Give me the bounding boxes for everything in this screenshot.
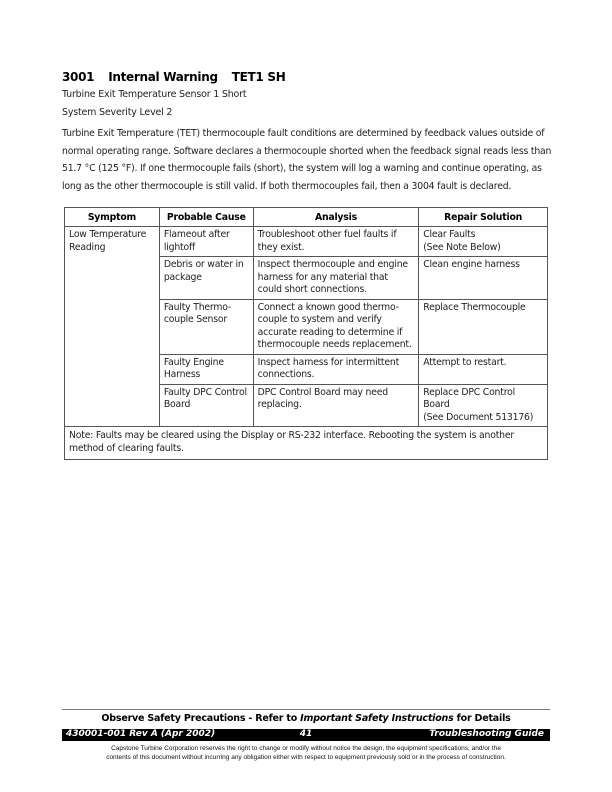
repair-cell: Replace Thermocouple [419,299,548,354]
document-number: 430001-001 Rev A (Apr 2002) [66,729,216,739]
page-number: 41 [299,729,313,739]
disclaimer-line: contents of this document without incurring any obligation either with respect to equipment previously sold or in the process of construction. [106,754,506,761]
cause-cell: Flameout after lightoff [159,227,253,257]
analysis-cell: Connect a known good thermo-couple to system and verify accurate reading to determine if thermocouple needs replacement. [253,299,419,354]
warning-type: Internal Warning [108,70,218,84]
safety-instructions-reference: Important Safety Instructions [300,713,454,724]
safety-notice [62,713,550,724]
safety-prefix: Observe Safety Precautions - Refer to [101,713,301,724]
guide-title: Troubleshooting Guide [429,729,544,739]
safety-suffix: for Details [453,713,511,724]
fault-paragraph: Turbine Exit Temperature (TET) thermocouple fault conditions are determined by feedback values outside of normal operating range. Software declares a thermocouple shorted when the feedback signal reads less than 51.7 °C (125 °F). If one thermocouple fails (short), the system will log a warning and continue operating, as long as the other thermocouple is still valid. If both thermocouples fail, then a 3004 fault is declared. [62,128,552,192]
footer-divider [62,709,550,710]
analysis-cell: Inspect thermocouple and engine harness for any material that could short connections. [253,257,419,300]
cause-cell: Debris or water in package [159,257,253,300]
analysis-cell: DPC Control Board may need replacing. [253,384,419,427]
table-note: Note: Faults may be cleared using the Display or RS-232 interface. Rebooting the system is another method of clearing faults. [65,427,548,460]
table-note-row [65,427,548,460]
repair-line: (See Note Below) [423,241,501,253]
troubleshooting-table [64,207,548,460]
disclaimer [62,744,550,762]
column-header-repair: Repair Solution [419,208,548,227]
analysis-cell: Inspect harness for intermittent connections. [253,354,419,384]
footer-bar [62,729,550,741]
section-heading [62,70,299,84]
repair-line: (See Document 513176) [423,411,534,423]
repair-cell: Clean engine harness [419,257,548,300]
cause-cell: Faulty DPC Control Board [159,384,253,427]
repair-cell [419,227,548,257]
column-header-symptom: Symptom [65,208,160,227]
symptom-cell: Low Temperature Reading [65,227,160,427]
table-row [65,227,548,257]
column-header-analysis: Analysis [253,208,419,227]
repair-cell: Attempt to restart. [419,354,548,384]
cause-cell: Faulty Thermo-couple Sensor [159,299,253,354]
repair-cell [419,384,548,427]
cause-cell: Faulty Engine Harness [159,354,253,384]
fault-short-name: TET1 SH [231,70,286,84]
fault-description: Turbine Exit Temperature Sensor 1 Short [62,89,247,100]
repair-line: Clear Faults [423,229,476,240]
repair-line: Replace DPC Control Board [423,386,515,410]
fault-code: 3001 [62,70,95,84]
analysis-cell: Troubleshoot other fuel faults if they exist. [253,227,419,257]
severity-level: System Severity Level 2 [62,107,173,118]
disclaimer-line: Capstone Turbine Corporation reserves the right to change or modify without notice the design, the equipment specifications, and/or the [111,745,501,752]
table-header-row [65,208,548,227]
column-header-cause: Probable Cause [159,208,253,227]
